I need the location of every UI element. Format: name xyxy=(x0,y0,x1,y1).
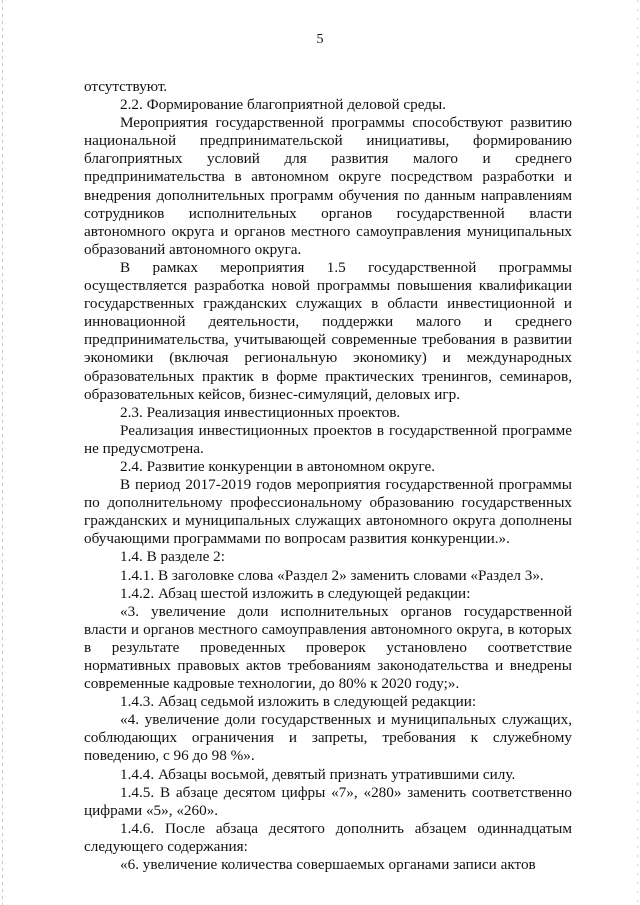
clause-1-4-2: 1.4.2. Абзац шестой изложить в следующей редакции: xyxy=(120,584,471,602)
clause-1-4: 1.4. В разделе 2: xyxy=(120,548,225,566)
paragraph: отсутствуют. xyxy=(84,78,168,95)
clause-1-4-4: 1.4.4. Абзацы восьмой, девятый признать утратившими силу. xyxy=(120,765,516,783)
paragraph: Мероприятия государственной программы способствуют развитию национальной предпринимательской инициативы, формированию благоприятных условий для развития малого и среднего предпринимательства в автономном округе посредством разработки и внедрения дополнительных программ обучения по данным направлениям сотрудников исполнительных органов государственной власти автономного округа и органов местного самоуправления муниципальных образований автономного округа. xyxy=(84,114,572,258)
clause-1-4-6: 1.4.6. После абзаца десятого дополнить абзацем одиннадцатым следующего содержания: xyxy=(84,819,572,855)
quoted-paragraph: «6. увеличение количества совершаемых органами записи актов xyxy=(120,856,536,874)
paragraph: В период 2017-2019 годов мероприятия государственной программы по дополнительному профессиональному образованию государственных гражданских и муниципальных служащих автономного округа дополнены обучающими программами по вопросам развития конкуренции.». xyxy=(84,476,572,548)
document-body xyxy=(84,78,572,874)
clause-1-4-5: 1.4.5. В абзаце десятом цифры «7», «280» заменить соответственно цифрами «5», «260». xyxy=(84,783,572,819)
clause-1-4-3: 1.4.3. Абзац седьмой изложить в следующей редакции: xyxy=(120,693,477,711)
page-number: 5 xyxy=(316,32,324,47)
scan-edge-right xyxy=(637,0,638,905)
section-heading-2-4: 2.4. Развитие конкуренции в автономном округе. xyxy=(120,457,436,475)
scan-edge-left xyxy=(2,0,3,905)
section-heading-2-3: 2.3. Реализация инвестиционных проектов. xyxy=(120,403,401,421)
quoted-paragraph: «3. увеличение доли исполнительных органов государственной власти и органов местного самоуправления автономного округа, в которых в результате проведенных проверок установлено соответствие нормативных правовых актов требованиям законодательства и внедрены современные кадровые технологии, до 80% к 2020 году;». xyxy=(84,602,572,693)
section-heading-2-2: 2.2. Формирование благоприятной деловой среды. xyxy=(120,96,447,114)
clause-1-4-1: 1.4.1. В заголовке слова «Раздел 2» заменить словами «Раздел 3». xyxy=(120,566,544,584)
paragraph: Реализация инвестиционных проектов в государственной программе не предусмотрена. xyxy=(84,421,572,457)
paragraph: В рамках мероприятия 1.5 государственной программы осуществляется разработка новой программы повышения квалификации государственных гражданских служащих в области инвестиционной и инновационной деятельности, поддержки малого и среднего предпринимательства, учитывающей современные требования в развитии экономики (включая региональную экономику) и международных образовательных практик в форме практических тренингов, семинаров, образовательных кейсов, бизнес-симуляций, деловых игр. xyxy=(84,258,572,403)
quoted-paragraph: «4. увеличение доли государственных и муниципальных служащих, соблюдающих ограничения и запреты, требования к служебному поведению, с 96 до 98 %». xyxy=(84,711,572,765)
